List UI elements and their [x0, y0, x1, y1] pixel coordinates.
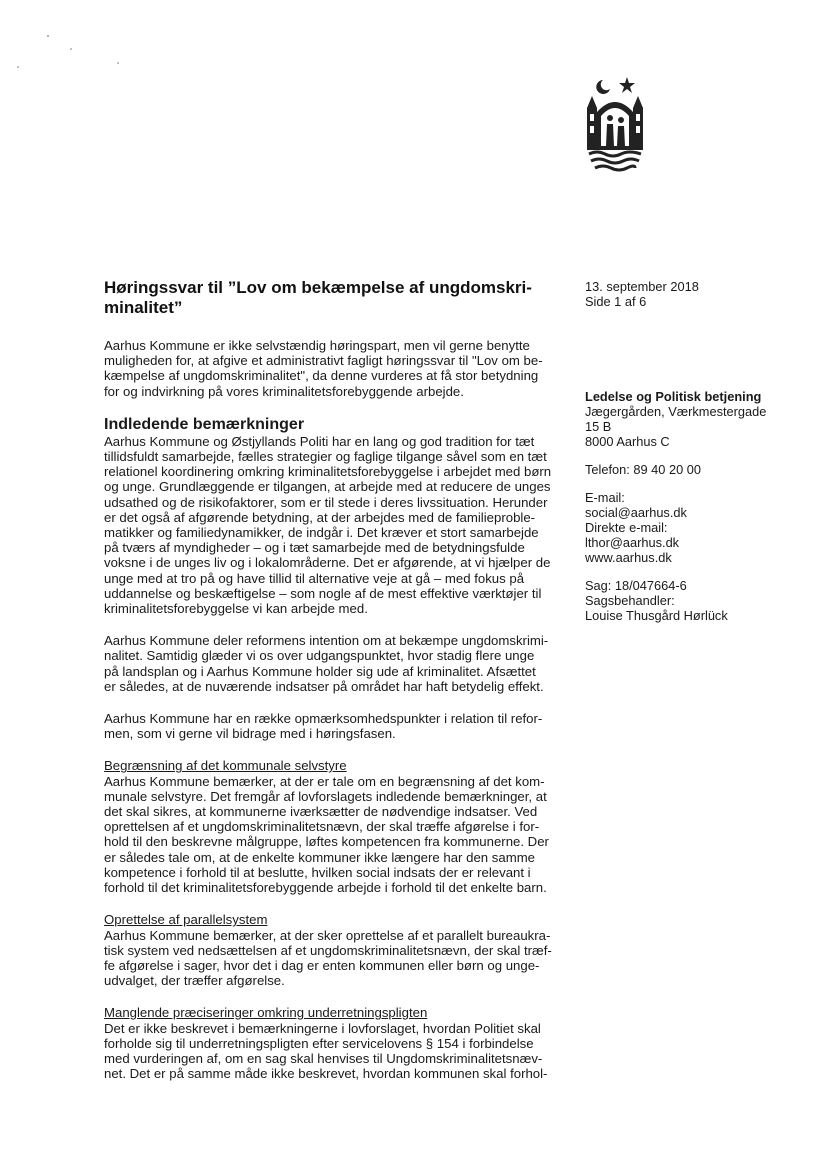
- paragraph-parallel-system: Aarhus Kommune bemærker, at der sker oprettelse af et parallelt bureaukra- tisk system ved nedsættelsen af et ungdomskriminalitetsnævn, der skal træf- fe afgørelse i sager, hvor det i dag er enten kommunen eller børn og unge- udvalget, der træffer afgørelse.: [104, 927, 552, 989]
- sidebar-info: [585, 279, 815, 623]
- direct-email-address: lthor@aarhus.dk: [585, 535, 680, 550]
- case-number: Sag: 18/047664-6: [585, 578, 687, 593]
- subheading-self-governance: Begrænsning af det kommunale selvstyre: [104, 758, 347, 774]
- paragraph-attention-points: Aarhus Kommune har en række opmærksomhedspunkter i relation til refor- men, som vi gerne vil bidrage med i høringsfasen.: [104, 711, 543, 742]
- letter-title: Høringssvar til ”Lov om bekæmpelse af ungdomskri- minalitet”: [104, 278, 532, 317]
- subheading-reporting-duty: Manglende præciseringer omkring underretningspligten: [104, 1005, 428, 1021]
- case-handler-label: Sagsbehandler:: [585, 593, 675, 608]
- direct-email-label: Direkte e-mail:: [585, 520, 668, 535]
- intro-paragraph: Aarhus Kommune er ikke selvstændig høringspart, men vil gerne benytte muligheden for, at afgive et administrativt fagligt høringssvar til "Lov om be- kæmpelse af ungdomskriminalitet", da denne vurderes at få stor betydning for og indvirkning på vores kriminalitetsforebyggende arbejde.: [104, 338, 543, 399]
- phone-number: Telefon: 89 40 20 00: [585, 462, 701, 477]
- section-heading: Indledende bemærkninger: [104, 415, 305, 433]
- letter-date: 13. september 2018: [585, 279, 699, 294]
- email-address: social@aarhus.dk: [585, 505, 687, 520]
- department-name: Ledelse og Politisk betjening: [585, 389, 762, 404]
- letter-body: [104, 278, 556, 1081]
- scan-specks: [0, 0, 140, 80]
- paragraph-reporting-duty: Det er ikke beskrevet i bemærkningerne i lovforslaget, hvordan Politiet skal forholde sig til underretningspligten efter servicelovens § 154 i forbindelse med vurderingen af, om en sag skal henvises til Ungdomskriminalitetsnæv- net. Det er på samme måde ikke beskrevet, hvordan kommunen skal forhol-: [104, 1020, 548, 1082]
- website: www.aarhus.dk: [585, 550, 672, 565]
- address-city: 8000 Aarhus C: [585, 434, 670, 449]
- subheading-parallel-system: Oprettelse af parallelsystem: [104, 912, 268, 928]
- paragraph-self-governance: Aarhus Kommune bemærker, at der er tale om en begrænsning af det kom- munale selvstyre. Det fremgår af lovforslagets indledende bemærkninger, at det skal sikres, at kommunerne iværksætter de nødvendige indsatser. Ved oprettelsen af et ungdomskriminalitetsnævn, der skal træffe afgørelse i for- hold til den beskrevne målgruppe, løftes kompetencen fra kommunerne. Der er således tale om, at de enkelte kommuner ikke længere har den samme kompetence i forhold til at beslutte, hvilken social indsats der er relevant i forhold til det kriminalitetsforebyggende arbejde i forhold til det enkelte barn.: [104, 773, 549, 896]
- page-number: Side 1 af 6: [585, 294, 647, 309]
- address-number: 15 B: [585, 419, 612, 434]
- aarhus-coat-of-arms-logo: [583, 74, 647, 174]
- paragraph-reform-intention: Aarhus Kommune deler reformens intention om at bekæmpe ungdomskrimi- nalitet. Samtidig glæder vi os over udgangspunktet, hvor stadig flere unge på landsplan og i Aarhus Kommune holder sig ude af kriminalitet. Afsættet er således, at de nuværende indsatser på området har haft betydelig effekt.: [104, 633, 549, 694]
- address-street: Jægergården, Værkmestergade: [585, 404, 767, 419]
- paragraph-cooperation: Aarhus Kommune og Østjyllands Politi har en lang og god tradition for tæt tillidsfuldt samarbejde, fælles strategier og faglige tilgange såvel som en tæt relationel koordinering omkring kriminalitetsforebyggelse i arbejdet med børn og unge. Grundlæggende er tilgangen, at arbejde med at reducere de unges udsathed og de risikofaktorer, som er til stede i deres livssituation. Herunder er det også af afgørende betydning, at der arbejdes med de familieproble- matikker og familiedynamikker, de indgår i. Det kræver et stort samarbejde på tværs af myndigheder – og i tæt samarbejde med de betydningsfulde voksne i de unges liv og i lokalområderne. Det er afgørende, at vi hjælper de unge med at tro på og have tillid til alternative veje at gå – med fokus på uddannelse og beskæftigelse – som nogle af de mest effektive værktøjer til kriminalitetsforebyggelse vi kan arbejde med.: [104, 433, 552, 617]
- case-handler-name: Louise Thusgård Hørlück: [585, 608, 728, 623]
- email-label: E-mail:: [585, 490, 625, 505]
